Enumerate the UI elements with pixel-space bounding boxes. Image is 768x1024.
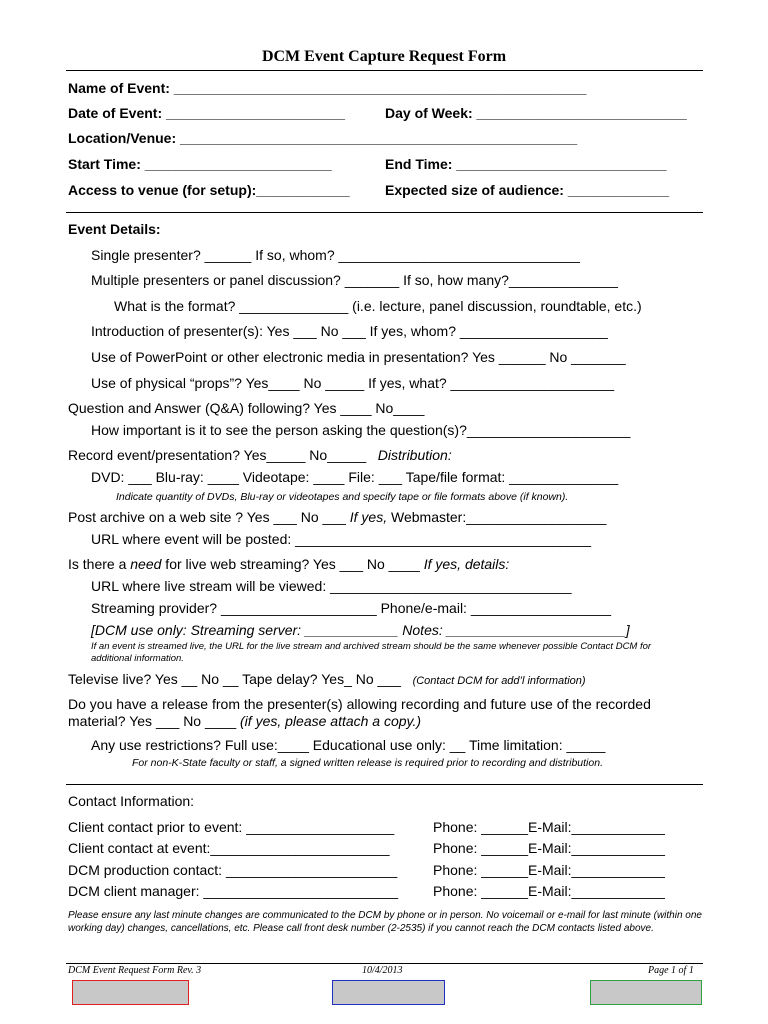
blue-form-button[interactable] [332, 980, 445, 1005]
streaming-label-b: for live web streaming? Yes ___ No ____ [161, 556, 424, 572]
streaming-need: need [130, 556, 162, 572]
access-field[interactable]: Access to venue (for setup):____________ [68, 182, 350, 198]
divider [66, 70, 703, 71]
distribution-label: Distribution: [377, 447, 452, 463]
dcm-production-contact-phone[interactable]: Phone: ______E-Mail:____________ [433, 862, 665, 878]
release-field[interactable] [68, 696, 708, 730]
single-presenter-field[interactable]: Single presenter? ______ If so, whom? _______________________________ [91, 247, 580, 263]
media-field[interactable]: DVD: ___ Blu-ray: ____ Videotape: ____ File: ___ Tape/file format: ______________ [91, 469, 619, 485]
post-url-field[interactable]: URL where event will be posted: ______________________________________ [91, 531, 592, 547]
divider [66, 212, 703, 213]
webmaster-label: Webmaster:__________________ [387, 509, 607, 525]
importance-field[interactable]: How important is it to see the person asking the question(s)?_____________________ [91, 422, 631, 438]
green-form-button[interactable] [590, 980, 702, 1005]
release-label: Do you have a release from the presenter(s) allowing recording and future use of the recorded material? Yes ___ No ____ [68, 696, 651, 729]
footer-form-revision: DCM Event Request Form Rev. 3 [68, 965, 202, 976]
dcm-use-only-field[interactable]: [DCM use only: Streaming server: ____________ Notes: _______________________] [91, 622, 630, 638]
media-note: Indicate quantity of DVDs, Blu-ray or videotapes and specify tape or file formats above (if known). [116, 491, 569, 503]
client-contact-prior-field[interactable]: Client contact prior to event: ___________________ [68, 819, 395, 835]
stream-url-field[interactable]: URL where live stream will be viewed: _______________________________ [91, 578, 572, 594]
televise-label: Televise live? Yes __ No __ Tape delay? Yes_ No ___ [68, 671, 401, 687]
post-archive-field[interactable] [68, 509, 606, 525]
start-time-field[interactable]: Start Time: ________________________ [68, 156, 332, 172]
intro-field[interactable]: Introduction of presenter(s): Yes ___ No ___ If yes, whom? ___________________ [91, 323, 608, 339]
televise-note: (Contact DCM for add’l information) [412, 675, 586, 687]
restrictions-field[interactable]: Any use restrictions? Full use:____ Educational use only: __ Time limitation: _____ [91, 737, 606, 753]
record-label: Record event/presentation? Yes_____ No_____ [68, 447, 367, 463]
streaming-field[interactable] [68, 556, 509, 572]
format-field[interactable]: What is the format? ______________ (i.e. lecture, panel discussion, roundtable, etc.) [114, 298, 642, 314]
televise-field[interactable] [68, 671, 586, 687]
dcm-client-manager-field[interactable]: DCM client manager: _________________________ [68, 883, 399, 899]
streaming-details: If yes, details: [423, 556, 510, 572]
dcm-client-manager-phone[interactable]: Phone: ______E-Mail:____________ [433, 883, 665, 899]
client-contact-prior-phone[interactable]: Phone: ______E-Mail:____________ [433, 819, 665, 835]
dcm-production-contact-field[interactable]: DCM production contact: ______________________ [68, 862, 398, 878]
streaming-label-a: Is there a [68, 556, 131, 572]
client-contact-at-event-phone[interactable]: Phone: ______E-Mail:____________ [433, 840, 665, 856]
location-field[interactable]: Location/Venue: ___________________________________________________ [68, 130, 578, 146]
powerpoint-field[interactable]: Use of PowerPoint or other electronic media in presentation? Yes ______ No _______ [91, 349, 626, 365]
stream-provider-field[interactable]: Streaming provider? ____________________ Phone/e-mail: __________________ [91, 600, 611, 616]
restrictions-note: For non-K-State faculty or staff, a signed written release is required prior to recording and distribution. [132, 757, 603, 769]
post-archive-ifyes: If yes, [349, 509, 388, 525]
end-time-field[interactable]: End Time: ___________________________ [385, 156, 667, 172]
page-title: DCM Event Capture Request Form [261, 48, 507, 65]
changes-note: Please ensure any last minute changes are communicated to the DCM by phone or in person. No voicemail or e-mail for last minute (within one working day) changes, cancellations, etc. Please call front desk number (2-2535) if you cannot reach the DCM contacts listed above. [68, 910, 702, 934]
post-archive-label: Post archive on a web site ? Yes ___ No ___ [68, 509, 350, 525]
event-details-heading: Event Details: [68, 221, 161, 237]
stream-note: If an event is streamed live, the URL for the live stream and archived stream should be the same whenever possible Contact DCM for additional information. [91, 641, 652, 664]
name-of-event-field[interactable]: Name of Event: _____________________________________________________ [68, 80, 587, 96]
qa-field[interactable]: Question and Answer (Q&A) following? Yes ____ No____ [68, 400, 425, 416]
multiple-presenters-field[interactable]: Multiple presenters or panel discussion? _______ If so, how many?______________ [91, 272, 618, 288]
release-note: (if yes, please attach a copy.) [240, 713, 422, 729]
audience-field[interactable]: Expected size of audience: _____________ [385, 182, 670, 198]
client-contact-at-event-field[interactable]: Client contact at event:_______________________ [68, 840, 390, 856]
contact-heading: Contact Information: [68, 793, 195, 809]
red-form-button[interactable] [72, 980, 189, 1005]
footer-divider [66, 963, 703, 964]
record-field[interactable] [68, 447, 452, 463]
footer-page-number: Page 1 of 1 [648, 965, 694, 976]
footer-date: 10/4/2013 [362, 965, 403, 976]
divider [66, 784, 703, 785]
props-field[interactable]: Use of physical “props”? Yes____ No _____ If yes, what? _____________________ [91, 375, 615, 391]
date-of-event-field[interactable]: Date of Event: _______________________ [68, 105, 346, 121]
day-of-week-field[interactable]: Day of Week: ___________________________ [385, 105, 687, 121]
